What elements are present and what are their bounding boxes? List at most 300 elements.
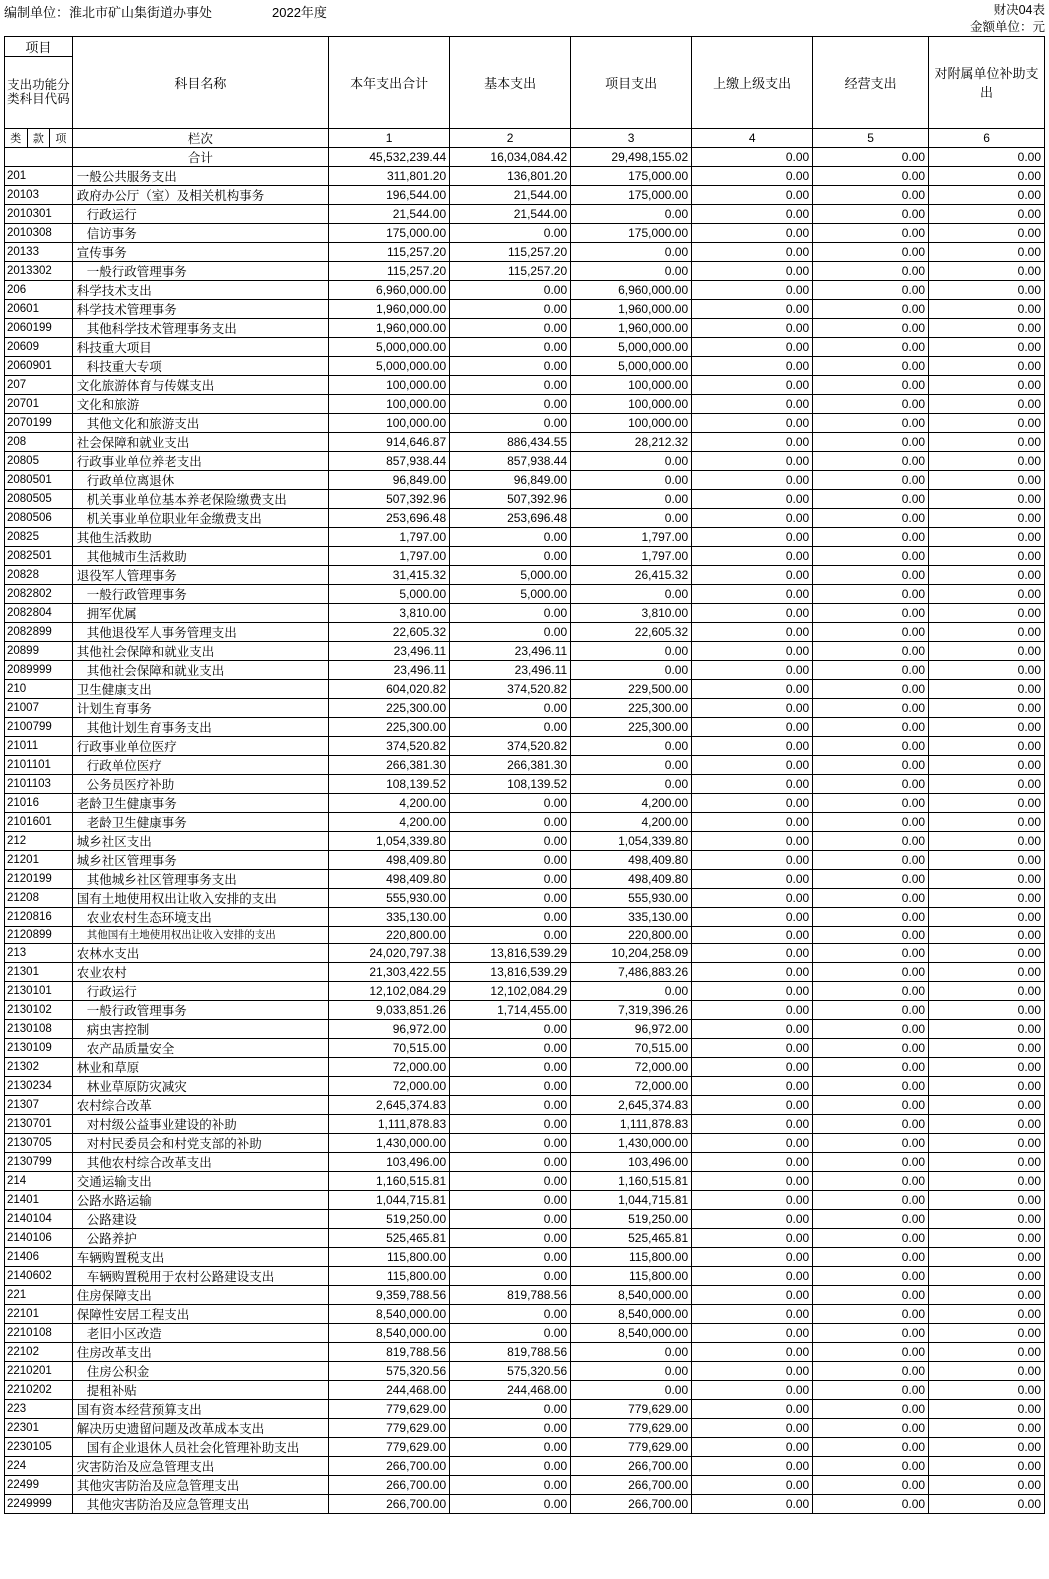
- row-subject-name: 其他计划生育事务支出: [72, 717, 328, 736]
- row-value-col4: 0.00: [692, 223, 813, 242]
- row-value-col6: 0.00: [929, 736, 1045, 755]
- row-code: 2013302: [5, 261, 73, 280]
- row-value-col1: 8,540,000.00: [329, 1304, 450, 1323]
- row-value-col1: 1,160,515.81: [329, 1171, 450, 1190]
- row-code: 2082501: [5, 546, 73, 565]
- row-value-col3: 7,319,396.26: [571, 1000, 692, 1019]
- row-subject-name: 公路养护: [72, 1228, 328, 1247]
- row-value-col1: 22,605.32: [329, 622, 450, 641]
- row-value-col1: 115,800.00: [329, 1266, 450, 1285]
- row-value-col6: 0.00: [929, 546, 1045, 565]
- row-value-col3: 0.00: [571, 1361, 692, 1380]
- row-value-col4: 0.00: [692, 1266, 813, 1285]
- row-value-col5: 0.00: [813, 223, 929, 242]
- row-value-col5: 0.00: [813, 736, 929, 755]
- table-row: [5, 622, 1045, 641]
- row-value-col2: 12,102,084.29: [450, 981, 571, 1000]
- row-value-col4: 0.00: [692, 584, 813, 603]
- row-value-col6: 0.00: [929, 679, 1045, 698]
- row-value-col1: 779,629.00: [329, 1437, 450, 1456]
- row-code: 2130705: [5, 1133, 73, 1152]
- row-value-col5: 0.00: [813, 375, 929, 394]
- row-value-col1: 1,111,878.83: [329, 1114, 450, 1133]
- row-value-col1: 266,700.00: [329, 1494, 450, 1513]
- row-value-col3: 225,300.00: [571, 698, 692, 717]
- row-value-col6: 0.00: [929, 1000, 1045, 1019]
- row-value-col4: 0.00: [692, 1152, 813, 1171]
- row-value-col1: 253,696.48: [329, 508, 450, 527]
- table-row: [5, 1342, 1045, 1361]
- row-value-col2: 0.00: [450, 1247, 571, 1266]
- table-row: [5, 1019, 1045, 1038]
- table-row: [5, 907, 1045, 926]
- row-subject-name: 其他国有土地使用权出让收入安排的支出: [72, 926, 328, 943]
- row-value-col4: 0.00: [692, 470, 813, 489]
- row-value-col4: 0.00: [692, 717, 813, 736]
- row-value-col4: 0.00: [692, 1190, 813, 1209]
- row-value-col4: 0.00: [692, 242, 813, 261]
- row-value-col2: 0.00: [450, 1323, 571, 1342]
- row-value-col3: 1,430,000.00: [571, 1133, 692, 1152]
- row-value-col6: 0.00: [929, 394, 1045, 413]
- row-value-col4: 0.00: [692, 1000, 813, 1019]
- row-value-col6: 0.00: [929, 432, 1045, 451]
- row-value-col4: 0.00: [692, 793, 813, 812]
- row-code: 2230105: [5, 1437, 73, 1456]
- row-value-col6: 0.00: [929, 299, 1045, 318]
- row-value-col4: 0.00: [692, 1228, 813, 1247]
- row-value-col6: 0.00: [929, 793, 1045, 812]
- row-value-col6: 0.00: [929, 869, 1045, 888]
- row-subject-name: 科学技术支出: [72, 280, 328, 299]
- row-value-col2: 0.00: [450, 1228, 571, 1247]
- row-value-col2: 266,381.30: [450, 755, 571, 774]
- row-value-col6: 0.00: [929, 981, 1045, 1000]
- header-class: 类: [5, 128, 28, 147]
- row-value-col5: 0.00: [813, 850, 929, 869]
- table-row: [5, 584, 1045, 603]
- row-code: 2100799: [5, 717, 73, 736]
- row-value-col6: 0.00: [929, 1114, 1045, 1133]
- row-value-col3: 1,797.00: [571, 527, 692, 546]
- row-value-col2: 0.00: [450, 1266, 571, 1285]
- row-subject-name: 住房保障支出: [72, 1285, 328, 1304]
- row-subject-name: 行政运行: [72, 981, 328, 1000]
- row-value-col2: 0.00: [450, 926, 571, 943]
- row-value-col1: 196,544.00: [329, 185, 450, 204]
- row-subject-name: 农林水支出: [72, 943, 328, 962]
- header-item-group: 项目: [5, 36, 73, 56]
- row-value-col4: 0.00: [692, 603, 813, 622]
- row-value-col1: 24,020,797.38: [329, 943, 450, 962]
- row-value-col6: 0.00: [929, 242, 1045, 261]
- row-value-col3: 100,000.00: [571, 413, 692, 432]
- row-value-col6: 0.00: [929, 185, 1045, 204]
- row-value-col6: 0.00: [929, 755, 1045, 774]
- row-value-col2: 5,000.00: [450, 584, 571, 603]
- row-subject-name: 对村级公益事业建设的补助: [72, 1114, 328, 1133]
- row-value-col3: 115,800.00: [571, 1247, 692, 1266]
- row-value-col3: 498,409.80: [571, 850, 692, 869]
- row-value-col2: 0.00: [450, 1095, 571, 1114]
- row-value-col3: 498,409.80: [571, 869, 692, 888]
- row-value-col4: 0.00: [692, 660, 813, 679]
- row-code: 224: [5, 1456, 73, 1475]
- row-value-col1: 1,044,715.81: [329, 1190, 450, 1209]
- row-subject-name: 机关事业单位职业年金缴费支出: [72, 508, 328, 527]
- row-value-col6: 0.00: [929, 774, 1045, 793]
- row-value-col6: 0.00: [929, 660, 1045, 679]
- row-value-col6: 0.00: [929, 717, 1045, 736]
- row-value-col3: 8,540,000.00: [571, 1304, 692, 1323]
- row-value-col3: 220,800.00: [571, 926, 692, 943]
- row-subject-name: 对村民委员会和村党支部的补助: [72, 1133, 328, 1152]
- row-value-col4: 0.00: [692, 1019, 813, 1038]
- row-value-col1: 12,102,084.29: [329, 981, 450, 1000]
- row-value-col3: 779,629.00: [571, 1418, 692, 1437]
- table-row: [5, 546, 1045, 565]
- row-value-col3: 1,160,515.81: [571, 1171, 692, 1190]
- row-code: 2120899: [5, 926, 73, 943]
- row-value-col2: 244,468.00: [450, 1380, 571, 1399]
- row-value-col1: 555,930.00: [329, 888, 450, 907]
- row-value-col1: 220,800.00: [329, 926, 450, 943]
- row-subject-name: 其他灾害防治及应急管理支出: [72, 1494, 328, 1513]
- row-value-col2: 0.00: [450, 1019, 571, 1038]
- row-value-col1: 4,200.00: [329, 812, 450, 831]
- row-value-col3: 555,930.00: [571, 888, 692, 907]
- row-subject-name: 行政单位医疗: [72, 755, 328, 774]
- row-value-col1: 72,000.00: [329, 1057, 450, 1076]
- row-value-col5: 0.00: [813, 926, 929, 943]
- row-value-col2: 0.00: [450, 413, 571, 432]
- header-col-2: 基本支出: [450, 36, 571, 128]
- row-value-col1: 1,430,000.00: [329, 1133, 450, 1152]
- table-row: [5, 489, 1045, 508]
- row-subject-name: 一般行政管理事务: [72, 261, 328, 280]
- row-code: 21302: [5, 1057, 73, 1076]
- row-subject-name: 国有企业退休人员社会化管理补助支出: [72, 1437, 328, 1456]
- row-value-col1: 266,700.00: [329, 1475, 450, 1494]
- row-value-col1: 3,810.00: [329, 603, 450, 622]
- table-row: [5, 1076, 1045, 1095]
- row-value-col2: 0.00: [450, 1114, 571, 1133]
- row-value-col5: 0.00: [813, 755, 929, 774]
- row-value-col1: 779,629.00: [329, 1399, 450, 1418]
- row-subject-name: 林业和草原: [72, 1057, 328, 1076]
- expenditure-table: [4, 36, 1045, 1514]
- row-value-col5: 0.00: [813, 1114, 929, 1133]
- row-value-col5: 0.00: [813, 413, 929, 432]
- row-value-col3: 0.00: [571, 261, 692, 280]
- table-row: [5, 1399, 1045, 1418]
- row-value-col6: 0.00: [929, 812, 1045, 831]
- row-value-col3: 100,000.00: [571, 394, 692, 413]
- row-value-col3: 1,797.00: [571, 546, 692, 565]
- row-value-col3: 0.00: [571, 641, 692, 660]
- row-subject-name: 公路建设: [72, 1209, 328, 1228]
- table-row: [5, 185, 1045, 204]
- report-topbar: [0, 0, 1049, 36]
- fiscal-year-label: 2022年度: [272, 5, 327, 20]
- row-value-col2: 23,496.11: [450, 660, 571, 679]
- row-value-col1: 9,033,851.26: [329, 1000, 450, 1019]
- row-value-col3: 0.00: [571, 242, 692, 261]
- row-code: 20701: [5, 394, 73, 413]
- row-value-col1: 8,540,000.00: [329, 1323, 450, 1342]
- row-value-col4: 0.00: [692, 1076, 813, 1095]
- row-value-col4: 0.00: [692, 451, 813, 470]
- row-value-col3: 1,960,000.00: [571, 299, 692, 318]
- row-value-col4: 0.00: [692, 1304, 813, 1323]
- row-code: [5, 147, 73, 166]
- row-value-col3: 26,415.32: [571, 565, 692, 584]
- row-value-col5: 0.00: [813, 1152, 929, 1171]
- row-value-col5: 0.00: [813, 432, 929, 451]
- header-item: 项: [50, 128, 73, 147]
- row-subject-name: 宣传事务: [72, 242, 328, 261]
- row-subject-name: 其他科学技术管理事务支出: [72, 318, 328, 337]
- row-code: 2120816: [5, 907, 73, 926]
- row-subject-name: 文化和旅游: [72, 394, 328, 413]
- row-code: 2101601: [5, 812, 73, 831]
- header-col-5: 经营支出: [813, 36, 929, 128]
- row-value-col1: 244,468.00: [329, 1380, 450, 1399]
- row-value-col1: 1,797.00: [329, 527, 450, 546]
- row-value-col2: 0.00: [450, 850, 571, 869]
- row-value-col6: 0.00: [929, 204, 1045, 223]
- row-value-col5: 0.00: [813, 1304, 929, 1323]
- row-code: 20805: [5, 451, 73, 470]
- row-value-col2: 575,320.56: [450, 1361, 571, 1380]
- row-value-col2: 0.00: [450, 1399, 571, 1418]
- row-value-col5: 0.00: [813, 1000, 929, 1019]
- row-value-col5: 0.00: [813, 962, 929, 981]
- row-code: 20601: [5, 299, 73, 318]
- row-value-col1: 819,788.56: [329, 1342, 450, 1361]
- row-subject-name: 其他生活救助: [72, 527, 328, 546]
- row-value-col3: 6,960,000.00: [571, 280, 692, 299]
- row-value-col5: 0.00: [813, 147, 929, 166]
- row-value-col6: 0.00: [929, 413, 1045, 432]
- row-value-col5: 0.00: [813, 1475, 929, 1494]
- row-value-col2: 374,520.82: [450, 679, 571, 698]
- table-row: [5, 527, 1045, 546]
- table-row: [5, 698, 1045, 717]
- row-value-col4: 0.00: [692, 888, 813, 907]
- table-row: [5, 850, 1045, 869]
- row-value-col5: 0.00: [813, 1190, 929, 1209]
- row-code: 21208: [5, 888, 73, 907]
- row-subject-name: 车辆购置税用于农村公路建设支出: [72, 1266, 328, 1285]
- row-value-col6: 0.00: [929, 1494, 1045, 1513]
- row-value-col6: 0.00: [929, 1285, 1045, 1304]
- row-value-col6: 0.00: [929, 1152, 1045, 1171]
- row-value-col6: 0.00: [929, 356, 1045, 375]
- row-subject-name: 农产品质量安全: [72, 1038, 328, 1057]
- row-code: 21201: [5, 850, 73, 869]
- row-value-col5: 0.00: [813, 603, 929, 622]
- row-value-col1: 6,960,000.00: [329, 280, 450, 299]
- amount-unit-label: 金额单位：元: [969, 19, 1045, 34]
- row-code: 2082899: [5, 622, 73, 641]
- row-value-col3: 100,000.00: [571, 375, 692, 394]
- row-value-col6: 0.00: [929, 147, 1045, 166]
- row-code: 207: [5, 375, 73, 394]
- row-value-col3: 1,054,339.80: [571, 831, 692, 850]
- row-value-col5: 0.00: [813, 1437, 929, 1456]
- table-row: [5, 147, 1045, 166]
- row-value-col3: 10,204,258.09: [571, 943, 692, 962]
- row-subject-name: 农业农村生态环境支出: [72, 907, 328, 926]
- row-value-col2: 0.00: [450, 280, 571, 299]
- row-value-col5: 0.00: [813, 508, 929, 527]
- row-value-col5: 0.00: [813, 774, 929, 793]
- row-value-col1: 70,515.00: [329, 1038, 450, 1057]
- row-value-col3: 1,044,715.81: [571, 1190, 692, 1209]
- row-subject-name: 公务员医疗补助: [72, 774, 328, 793]
- row-value-col2: 16,034,084.42: [450, 147, 571, 166]
- row-value-col5: 0.00: [813, 1285, 929, 1304]
- table-row: [5, 1380, 1045, 1399]
- row-subject-name: 其他城市生活救助: [72, 546, 328, 565]
- row-subject-name: 住房改革支出: [72, 1342, 328, 1361]
- row-subject-name: 一般行政管理事务: [72, 584, 328, 603]
- row-value-col4: 0.00: [692, 1361, 813, 1380]
- row-value-col3: 519,250.00: [571, 1209, 692, 1228]
- row-value-col3: 175,000.00: [571, 223, 692, 242]
- table-row: [5, 926, 1045, 943]
- row-value-col3: 5,000,000.00: [571, 356, 692, 375]
- row-value-col5: 0.00: [813, 1380, 929, 1399]
- row-value-col3: 0.00: [571, 660, 692, 679]
- row-value-col6: 0.00: [929, 1228, 1045, 1247]
- row-value-col2: 0.00: [450, 1304, 571, 1323]
- row-value-col1: 21,303,422.55: [329, 962, 450, 981]
- table-row: [5, 470, 1045, 489]
- row-value-col6: 0.00: [929, 1437, 1045, 1456]
- row-value-col4: 0.00: [692, 1494, 813, 1513]
- row-value-col5: 0.00: [813, 185, 929, 204]
- row-subject-name: 其他城乡社区管理事务支出: [72, 869, 328, 888]
- row-value-col5: 0.00: [813, 1494, 929, 1513]
- header-colnum-6: 6: [929, 128, 1045, 147]
- row-value-col5: 0.00: [813, 584, 929, 603]
- row-value-col1: 21,544.00: [329, 204, 450, 223]
- row-value-col4: 0.00: [692, 1342, 813, 1361]
- row-value-col6: 0.00: [929, 1247, 1045, 1266]
- row-value-col2: 21,544.00: [450, 185, 571, 204]
- row-value-col3: 0.00: [571, 470, 692, 489]
- row-value-col6: 0.00: [929, 470, 1045, 489]
- table-row: [5, 1456, 1045, 1475]
- row-value-col3: 4,200.00: [571, 812, 692, 831]
- row-value-col4: 0.00: [692, 831, 813, 850]
- row-code: 21011: [5, 736, 73, 755]
- row-code: 2082804: [5, 603, 73, 622]
- row-subject-name: 合计: [72, 147, 328, 166]
- row-value-col3: 5,000,000.00: [571, 337, 692, 356]
- row-value-col3: 0.00: [571, 204, 692, 223]
- row-value-col1: 4,200.00: [329, 793, 450, 812]
- row-value-col4: 0.00: [692, 698, 813, 717]
- row-value-col1: 498,409.80: [329, 850, 450, 869]
- row-value-col4: 0.00: [692, 1247, 813, 1266]
- row-subject-name: 保障性安居工程支出: [72, 1304, 328, 1323]
- row-value-col2: 886,434.55: [450, 432, 571, 451]
- table-row: [5, 603, 1045, 622]
- row-value-col4: 0.00: [692, 1475, 813, 1494]
- row-subject-name: 灾害防治及应急管理支出: [72, 1456, 328, 1475]
- table-row: [5, 451, 1045, 470]
- row-value-col4: 0.00: [692, 943, 813, 962]
- row-value-col2: 0.00: [450, 869, 571, 888]
- row-value-col3: 7,486,883.26: [571, 962, 692, 981]
- row-code: 22499: [5, 1475, 73, 1494]
- row-value-col3: 225,300.00: [571, 717, 692, 736]
- row-value-col2: 0.00: [450, 1171, 571, 1190]
- row-code: 2080506: [5, 508, 73, 527]
- row-subject-name: 城乡社区管理事务: [72, 850, 328, 869]
- row-value-col1: 335,130.00: [329, 907, 450, 926]
- row-value-col4: 0.00: [692, 413, 813, 432]
- header-section: 款: [27, 128, 50, 147]
- row-value-col5: 0.00: [813, 1342, 929, 1361]
- row-value-col1: 5,000.00: [329, 584, 450, 603]
- row-value-col6: 0.00: [929, 508, 1045, 527]
- row-value-col2: 0.00: [450, 1190, 571, 1209]
- row-code: 208: [5, 432, 73, 451]
- row-subject-name: 其他文化和旅游支出: [72, 413, 328, 432]
- row-value-col6: 0.00: [929, 1399, 1045, 1418]
- row-code: 2130109: [5, 1038, 73, 1057]
- table-row: [5, 1000, 1045, 1019]
- row-value-col5: 0.00: [813, 166, 929, 185]
- row-value-col6: 0.00: [929, 622, 1045, 641]
- row-value-col3: 266,700.00: [571, 1475, 692, 1494]
- row-subject-name: 农村综合改革: [72, 1095, 328, 1114]
- row-code: 21401: [5, 1190, 73, 1209]
- table-row: [5, 508, 1045, 527]
- row-value-col4: 0.00: [692, 926, 813, 943]
- row-value-col4: 0.00: [692, 299, 813, 318]
- table-row: [5, 261, 1045, 280]
- row-value-col1: 857,938.44: [329, 451, 450, 470]
- row-code: 210: [5, 679, 73, 698]
- row-value-col4: 0.00: [692, 962, 813, 981]
- row-value-col5: 0.00: [813, 318, 929, 337]
- row-subject-name: 林业草原防灾减灾: [72, 1076, 328, 1095]
- row-value-col2: 0.00: [450, 375, 571, 394]
- row-value-col5: 0.00: [813, 337, 929, 356]
- row-value-col4: 0.00: [692, 736, 813, 755]
- row-value-col4: 0.00: [692, 1285, 813, 1304]
- row-value-col4: 0.00: [692, 622, 813, 641]
- row-value-col2: 115,257.20: [450, 261, 571, 280]
- row-code: 22301: [5, 1418, 73, 1437]
- table-row: [5, 981, 1045, 1000]
- row-value-col6: 0.00: [929, 584, 1045, 603]
- row-value-col1: 23,496.11: [329, 660, 450, 679]
- row-subject-name: 行政事业单位养老支出: [72, 451, 328, 470]
- row-subject-name: 其他农村综合改革支出: [72, 1152, 328, 1171]
- row-subject-name: 行政单位离退休: [72, 470, 328, 489]
- row-value-col5: 0.00: [813, 470, 929, 489]
- table-row: [5, 375, 1045, 394]
- row-subject-name: 农业农村: [72, 962, 328, 981]
- row-code: 206: [5, 280, 73, 299]
- row-value-col5: 0.00: [813, 679, 929, 698]
